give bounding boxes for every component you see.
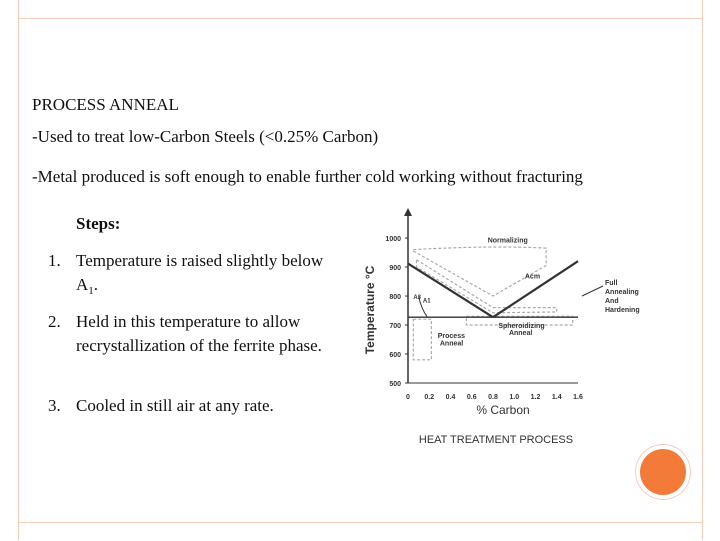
x-tick-label: 1.4 xyxy=(551,394,562,401)
x-tick-label: 1.2 xyxy=(530,394,541,401)
slide-title: PROCESS ANNEAL xyxy=(32,95,179,114)
bullet-low-carbon: -Used to treat low-Carbon Steels (<0.25% Carbon) xyxy=(32,127,379,146)
steps-heading: Steps: xyxy=(76,214,121,233)
full-annealing-region xyxy=(417,260,557,313)
step-text-end: . xyxy=(93,275,99,294)
annotation-process: Process xyxy=(437,333,465,341)
y-tick-label: 1000 xyxy=(385,236,401,243)
step-number: 1. xyxy=(48,251,61,270)
x-tick-label: 0 xyxy=(406,394,410,401)
x-tick-label: 1.0 xyxy=(509,394,520,401)
y-tick-label: 500 xyxy=(389,381,401,388)
annotation-full-annealing: Hardening xyxy=(605,307,640,314)
annotation-acm: Acm xyxy=(524,273,541,281)
subscript: 1 xyxy=(88,285,94,297)
bullet-soft-metal: -Metal produced is soft enough to enable further cold working without fracturing xyxy=(32,167,583,186)
process-anneal-region xyxy=(413,319,431,360)
x-tick-label: 0.6 xyxy=(466,394,477,401)
x-axis-label: % Carbon xyxy=(476,403,530,417)
normalizing-region xyxy=(413,247,546,296)
step-text: Cooled in still air at any rate. xyxy=(76,396,274,415)
annotation-normalizing: Normalizing xyxy=(487,237,528,245)
y-tick-label: 600 xyxy=(389,352,401,359)
x-tick-label: 1.6 xyxy=(573,394,583,401)
y-tick-label: 700 xyxy=(389,323,401,330)
annotation-spheroidizing: Spheroidizing xyxy=(498,322,545,330)
annotation-a1: A1 xyxy=(422,298,431,305)
step-text-main: Temperature is raised slightly below A xyxy=(76,251,324,294)
y-axis-arrow xyxy=(404,208,412,216)
y-tick-label: 800 xyxy=(389,294,401,301)
x-tick-label: 0.2 xyxy=(424,394,435,401)
annotation-pointer xyxy=(582,286,603,296)
annotation-full-annealing: Annealing xyxy=(605,289,639,296)
annotation-anneal: Anneal xyxy=(439,340,464,348)
chart-caption: HEAT TREATMENT PROCESS xyxy=(418,434,574,446)
annotation-full-annealing: Full xyxy=(605,280,618,287)
y-tick-label: 900 xyxy=(389,265,401,272)
annotation-spheroidizing-anneal: Anneal xyxy=(508,330,533,338)
x-tick-label: 0.8 xyxy=(488,394,498,401)
x-tick-label: 0.4 xyxy=(445,394,456,401)
annotation-a3: A3 xyxy=(413,294,421,301)
step-text: Held in this temperature to allow recrystallization of the ferrite phase. xyxy=(76,312,322,355)
step-number: 2. xyxy=(48,312,61,331)
annotation-full-annealing: And xyxy=(605,298,619,305)
step-number: 3. xyxy=(48,396,61,415)
y-axis-label: Temperature °C xyxy=(363,265,377,355)
